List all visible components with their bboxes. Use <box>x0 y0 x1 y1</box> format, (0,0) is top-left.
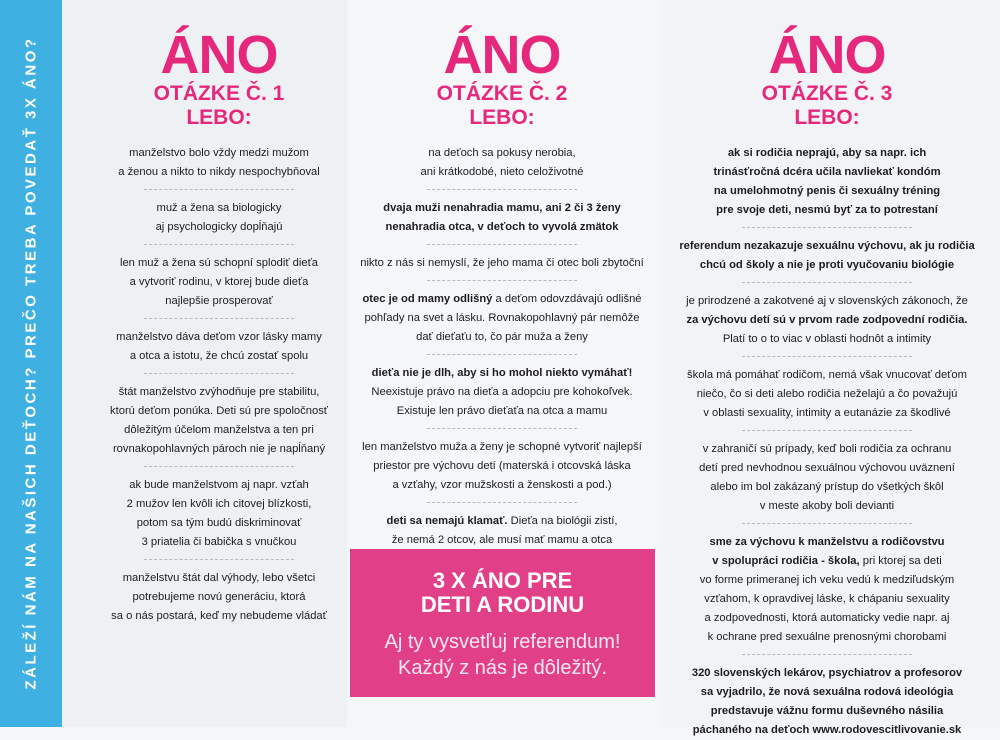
because-label: LEBO: <box>186 106 252 129</box>
reason-text <box>356 290 648 309</box>
divider <box>427 244 577 245</box>
reason-item <box>672 144 982 220</box>
reason-text: manželstvu štát dal výhody, lebo všetci <box>122 572 316 584</box>
reason-text: Dieťa na biológii zistí, <box>507 515 618 527</box>
divider <box>144 559 294 560</box>
reason-text <box>676 552 978 571</box>
cta-box <box>350 549 655 697</box>
ano-heading: ÁNO <box>768 25 886 85</box>
question-label: OTÁZKE Č. 1 <box>153 82 285 105</box>
cta-title-line: DETI A RODINU <box>420 592 585 617</box>
reason-text: predstavuje vážnu formu duševného násilia <box>710 705 944 717</box>
reason-text: v oblasti sexuality, intimity a eutanázie za škodlivé <box>703 407 951 419</box>
reason-emphasis: za výchovu detí sú v prvom rade zodpovední rodičia. <box>686 314 968 326</box>
reason-text: chcú od školy a nie je proti vyučovaniu biológie <box>699 259 955 271</box>
reason-text: pri ktorej sa deti <box>859 555 942 567</box>
reason-item <box>672 533 982 647</box>
reason-item <box>88 199 350 237</box>
divider <box>144 189 294 190</box>
divider <box>742 654 912 655</box>
reason-text: potom sa tým budú diskriminovať <box>136 517 302 529</box>
divider <box>742 523 912 524</box>
reason-text: že nemá 2 otcov, ale musí mať mamu a otca <box>391 534 613 546</box>
reason-text: v zahraničí sú prípady, keď boli rodičia za ochranu <box>702 443 952 455</box>
reason-text: dôležitým účelom manželstva a ten pri <box>124 424 314 436</box>
reason-emphasis: sme za výchovu k manželstvu a rodičovstvu <box>709 536 945 548</box>
reason-text: sa vyjadrilo, že nová sexuálna rodová ideológia <box>700 686 954 698</box>
divider <box>742 282 912 283</box>
divider <box>144 373 294 374</box>
reason-item <box>352 512 652 550</box>
reason-text: nenahradia otca, v deťoch to vyvolá zmätok <box>385 221 619 233</box>
reason-text: niečo, čo si deti alebo rodičia neželajú a čo považujú <box>696 388 958 400</box>
divider <box>427 189 577 190</box>
reason-emphasis: deti sa nemajú klamať. <box>386 515 508 527</box>
reason-text: a ženou a nikto to nikdy nespochybňoval <box>118 166 320 178</box>
column-question-3 <box>672 0 982 736</box>
reason-item <box>352 438 652 495</box>
reason-item <box>672 292 982 349</box>
reason-text: Existuje len právo dieťaťa na otca a mamu <box>396 405 608 417</box>
sidebar-tagline: ZÁLEŽÍ NÁM NA NAŠICH DEŤOCH? PREČO TREBA POVEDAŤ 3X ÁNO? <box>22 36 40 690</box>
reason-text: ani krátkodobé, nieto celoživotné <box>420 166 584 178</box>
reason-text: dať dieťaťu to, čo pár muža a ženy <box>416 331 588 343</box>
reason-text: pre svoje deti, nesmú byť za to potrestaní <box>716 204 938 216</box>
reason-text: alebo im bol zakázaný prístup do všetkých škôl <box>710 481 944 493</box>
reason-text: rovnakopohlavných pároch nie je napĺňaný <box>112 443 326 455</box>
because-label: LEBO: <box>469 106 535 129</box>
reason-item <box>88 476 350 552</box>
reason-text: a vzťahy, vzor mužskosti a ženskosti a pod.) <box>392 479 612 491</box>
reason-text: len manželstvo muža a ženy je schopné vytvoriť najlepší <box>362 441 642 453</box>
reason-text: manželstvo dáva deťom vzor lásky mamy <box>116 331 322 343</box>
reason-text: v meste akoby boli devianti <box>759 500 895 512</box>
reason-text: a vytvoriť rodinu, v ktorej bude dieťa <box>129 276 309 288</box>
reason-item <box>352 254 652 273</box>
reason-text: a zodpovednosti, ktorá automaticky vedie napr. aj <box>704 612 950 624</box>
reason-text: k ochrane pred sexuálne prenosnými chorobami <box>707 631 947 643</box>
divider <box>144 318 294 319</box>
reason-text: dvaja muži nenahradia mamu, ani 2 či 3 ženy <box>383 202 621 214</box>
reason-text: ak si rodičia neprajú, aby sa napr. ich <box>727 147 927 159</box>
reason-item <box>88 254 350 311</box>
reason-item <box>672 366 982 423</box>
reason-text: vo forme primeranej ich veku vedú k medziľudským <box>699 574 955 586</box>
reason-item <box>352 364 652 421</box>
cta-subtitle-line: Aj ty vysvetľuj referendum! <box>384 631 621 653</box>
reason-item <box>352 199 652 237</box>
divider <box>427 280 577 281</box>
reason-text: najlepšie prosperovať <box>165 295 273 307</box>
reason-list <box>352 144 652 550</box>
reason-list <box>672 144 982 740</box>
divider <box>742 227 912 228</box>
reason-item <box>672 440 982 516</box>
reason-emphasis: otec je od mamy odlišný <box>362 293 493 305</box>
reason-text: manželstvo bolo vždy medzi mužom <box>129 147 309 159</box>
reason-text: Neexistuje právo na dieťa a adopciu pre kohokoľvek. <box>371 386 633 398</box>
reason-text: škola má pomáhať rodičom, nemá však vnucovať deťom <box>687 369 967 381</box>
divider <box>427 502 577 503</box>
reason-text: priestor pre výchovu detí (materská i otcovská láska <box>373 460 631 472</box>
reason-text: 320 slovenských lekárov, psychiatrov a profesorov <box>691 667 963 679</box>
reason-text: štát manželstvo zvýhodňuje pre stabilitu, <box>118 386 320 398</box>
divider <box>144 244 294 245</box>
because-label: LEBO: <box>794 106 860 129</box>
cta-title-line: 3 X ÁNO PRE <box>432 568 573 593</box>
reason-text: vzťahom, k opravdivej láske, k chápaniu sexuality <box>704 593 950 605</box>
reason-text: 3 priatelia či babička s vnučkou <box>141 536 297 548</box>
reason-item <box>88 569 350 626</box>
reason-text: detí pred nevhodnou sexuálnou výchovou uväznení <box>699 462 955 474</box>
reason-text: Platí to o to viac v oblasti hodnôt a intimity <box>722 333 932 345</box>
reason-text: len muž a žena sú schopní splodiť dieťa <box>119 257 319 269</box>
reason-text: muž a žena sa biologicky <box>156 202 282 214</box>
reason-item <box>88 144 350 182</box>
cta-title <box>350 569 655 617</box>
divider <box>427 354 577 355</box>
cta-subtitle-line: Každý z nás je dôležitý. <box>398 657 607 679</box>
reason-item <box>88 383 350 459</box>
reason-emphasis: v spolupráci rodičia - škola, <box>712 555 860 567</box>
reason-text: trinásťročná dcéra učila navliekať kondóm <box>713 166 941 178</box>
reason-text: 2 mužov len kvôli ich citovej blízkosti, <box>126 498 312 510</box>
reason-item <box>672 664 982 740</box>
reason-text: sa o nás postará, keď my nebudeme vládať <box>111 610 327 622</box>
divider <box>427 428 577 429</box>
divider <box>742 356 912 357</box>
cta-subtitle <box>350 629 655 681</box>
ano-heading: ÁNO <box>160 25 278 85</box>
reason-text: na umelohmotný penis či sexuálny tréning <box>713 185 941 197</box>
reason-text: páchaného na deťoch www.rodovescitlivovanie.sk <box>692 724 962 736</box>
reason-item <box>672 237 982 275</box>
reason-item <box>88 328 350 366</box>
reason-text: ak bude manželstvom aj napr. vzťah <box>129 479 309 491</box>
ano-heading: ÁNO <box>443 25 561 85</box>
question-label: OTÁZKE Č. 2 <box>436 82 568 105</box>
reason-text: a deťom odovzdávajú odlišné <box>492 293 642 305</box>
reason-list <box>88 144 350 626</box>
reason-text: referendum nezakazuje sexuálnu výchovu, ak ju rodičia <box>679 240 975 252</box>
reason-item <box>352 290 652 347</box>
divider <box>742 430 912 431</box>
column-question-1 <box>88 0 350 727</box>
reason-text: na deťoch sa pokusy nerobia, <box>428 147 576 159</box>
divider <box>144 466 294 467</box>
reason-emphasis: dieťa nie je dlh, aby si ho mohol niekto vymáhať! <box>371 367 633 379</box>
reason-text: aj psychologicky dopĺňajú <box>155 221 283 233</box>
reason-text: pohľady na svet a lásku. Rovnakopohlavný pár nemôže <box>364 312 640 324</box>
question-label: OTÁZKE Č. 3 <box>761 82 893 105</box>
reason-text: je prirodzené a zakotvené aj v slovenských zákonoch, že <box>686 295 968 307</box>
reason-text: nikto z nás si nemyslí, že jeho mama či otec boli zbytoční <box>360 257 644 269</box>
reason-text: a otca a istotu, že chcú zostať spolu <box>129 350 309 362</box>
reason-item <box>352 144 652 182</box>
reason-text: potrebujeme novú generáciu, ktorá <box>132 591 306 603</box>
reason-text <box>356 512 648 531</box>
sidebar <box>0 0 62 727</box>
reason-text: ktorú deťom ponúka. Deti sú pre spoločnosť <box>110 405 328 417</box>
